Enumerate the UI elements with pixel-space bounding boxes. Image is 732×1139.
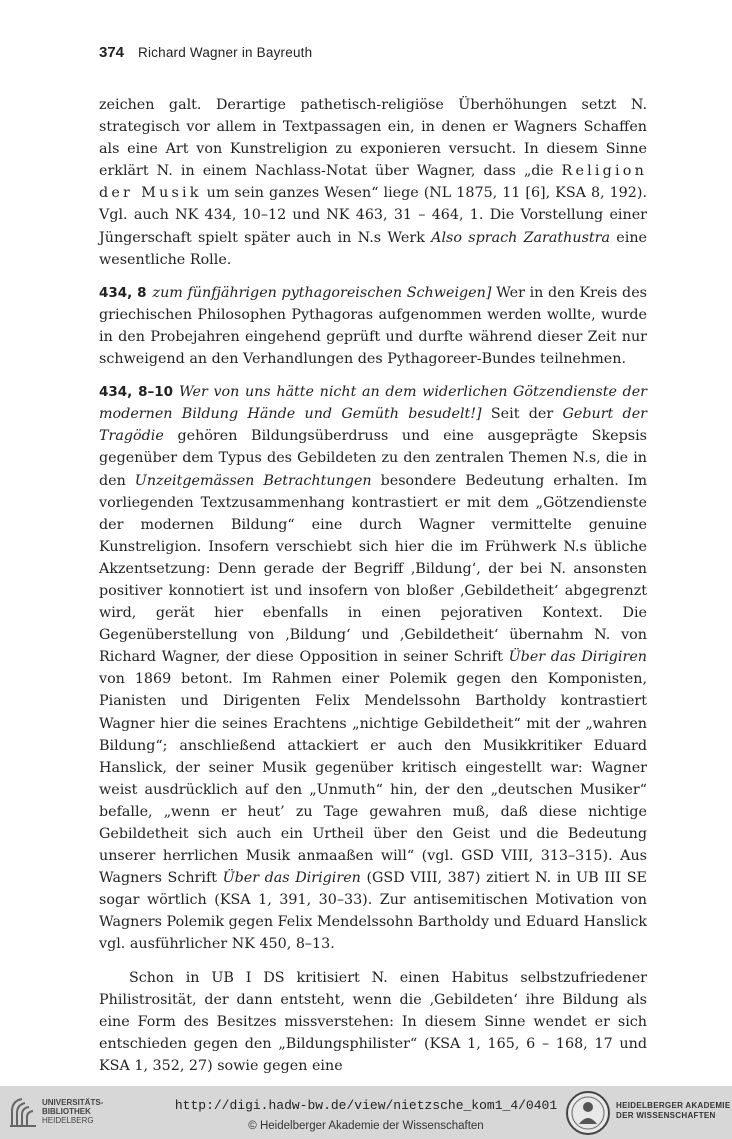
spaced-emphasis: Religion der Musik	[99, 163, 647, 202]
running-title: Richard Wagner in Bayreuth	[138, 45, 313, 60]
lemma-text: zum fünfjährigen pythagoreischen Schweigen]	[152, 284, 492, 301]
work-title: Über das Dirigiren	[508, 649, 647, 666]
commentary-body	[99, 94, 647, 1077]
academy-name-line: HEIDELBERGER AKADEMIE	[616, 1101, 731, 1110]
work-title: Geburt der Tragödie	[99, 406, 647, 445]
paragraph-1-text-a: zeichen galt. Derartige pathetisch-religiöse Überhöhungen setzt N. strategisch vor allem in Textpassagen ein, in denen er Wagners Schaffen als eine Art von Kunstreligion zu exponieren versucht. In diesem Sinne erklärt N. in einem Nachlass-Notat über Wagner, dass „die	[99, 97, 647, 180]
lemma-text: Wer von uns hätte nicht an dem widerlichen Götzendienste der modernen Bildung Hände und Gemüth besudelt!]	[99, 384, 647, 423]
work-title: Also sprach Zarathustra	[431, 229, 611, 246]
paragraph-1-text-c: eine wesentliche Rolle.	[99, 229, 647, 268]
paragraph-4: Schon in UB I DS kritisiert N. einen Habitus selbstzufriedener Philistrosität, der dann entsteht, wenn die ‚Gebildeten‘ ihre Bildung als eine Form des Besitzes missverstehen: In diesem Sinne wendet er sich entschieden gegen den „Bildungsphilister“ (KSA 1, 165, 6 – 168, 17 und KSA 1, 352, 27) sowie gegen eine	[99, 969, 647, 1074]
paragraph-3-text-e: (GSD VIII, 387) zitiert N. in UB III SE sogar wörtlich (KSA 1, 391, 30–33). Zur antisemitischen Motivation von Wagners Polemik gegen Felix Mendelssohn Bartholdy und Eduard Hanslick vgl. ausführlicher NK 450, 8–13.	[99, 870, 647, 953]
academy-seal-icon	[565, 1090, 611, 1136]
paragraph-3-text-a: Seit der	[481, 406, 563, 423]
source-url[interactable]: http://digi.hadw-bw.de/view/nietzsche_kom1_4/0401	[174, 1098, 558, 1113]
library-name-line: HEIDELBERG	[42, 1116, 94, 1125]
paragraph-1-text-b: um sein ganzes Wesen“ liege (NL 1875, 11 [6], KSA 8, 192). Vgl. auch NK 434, 10–12 und NK 463, 31 – 464, 1. Die Vorstellung einer Jüngerschaft spielt später auch in N.s Werk	[99, 185, 648, 246]
paragraph-3	[99, 381, 647, 955]
work-title: Über das Dirigiren	[222, 870, 361, 887]
paragraph-2-text: Wer in den Kreis des griechischen Philosophen Pythagoras aufgenommen werden wollte, wurde in den Probejahren eingehend geprüft und durfte während dieser Zeit nur schweigend an den Verhandlungen des Pythagoreer-Bundes teilnehmen.	[99, 284, 648, 368]
lemma-reference: 434, 8–10	[99, 384, 174, 401]
digitization-footer	[0, 1086, 732, 1139]
work-title: Unzeitgemässen Betrachtungen	[134, 472, 372, 489]
paragraph-2	[99, 282, 647, 370]
paragraph-3-text-b: gehören Bildungsüberdruss und eine ausgeprägte Skepsis gegenüber dem Typus des Gebildeten zu den zentralen Themen N.s, die in den	[99, 428, 647, 489]
academy-name-line: DER WISSENSCHAFTEN	[616, 1111, 716, 1120]
paragraph-3-text-c: besondere Bedeutung erhalten. Im vorliegenden Textzusammenhang kontrastiert er mit dem „Götzendienste der modernen Bildung“ eine durch Wagner vermittelte genuine Kunstreligion. Insofern verschiebt sich hier die im Frühwerk N.s übliche Akzentsetzung: Denn gerade der Begriff ‚Bildung‘, der bei N. ansonsten positiver konnotiert ist und insofern von bloßer ‚Gebildetheit‘ abgegrenzt wird, gerät hier ebenfalls in einen pejorativen Kontext. Die Gegenüberstellung von ‚Bildung‘ und ‚Gebildetheit‘ übernahm N. von Richard Wagner, der diese Opposition in seiner Schrift	[99, 472, 647, 666]
library-name-line: BIBLIOTHEK	[42, 1107, 91, 1116]
page-number: 374	[99, 44, 125, 61]
lemma-reference: 434, 8	[99, 284, 147, 301]
running-header	[99, 44, 312, 61]
academy-name	[616, 1101, 730, 1121]
library-name-line: UNIVERSITÄTS-	[42, 1098, 104, 1107]
paragraph-1	[99, 94, 647, 271]
paragraph-3-text-d: von 1869 betont. Im Rahmen einer Polemik gegen den Komponisten, Pianisten und Dirigenten Felix Mendelssohn Bartholdy kontrastiert Wagner hier die seines Erachtens „nichtige Gebildetheit“ mit der „wahren Bildung“; anschließend attackiert er auch den Musikkritiker Eduard Hanslick, der seiner Musik gegenüber kritisch eingestellt war: Wagner weist ausdrücklich auf den „Unmuth“ hin, der den „deutschen Musiker“ befalle, „wenn er heut’ zu Tage gewahren muß, daß diese nichtige Gebildetheit sich auch ein Urtheil über den Geist und die Bedeutung unserer herrlichen Musik anmaaßen will“ (vgl. GSD VIII, 313–315). Aus Wagners Schrift	[99, 671, 647, 887]
copyright-notice: © Heidelberger Akademie der Wissenschaften	[248, 1120, 484, 1132]
